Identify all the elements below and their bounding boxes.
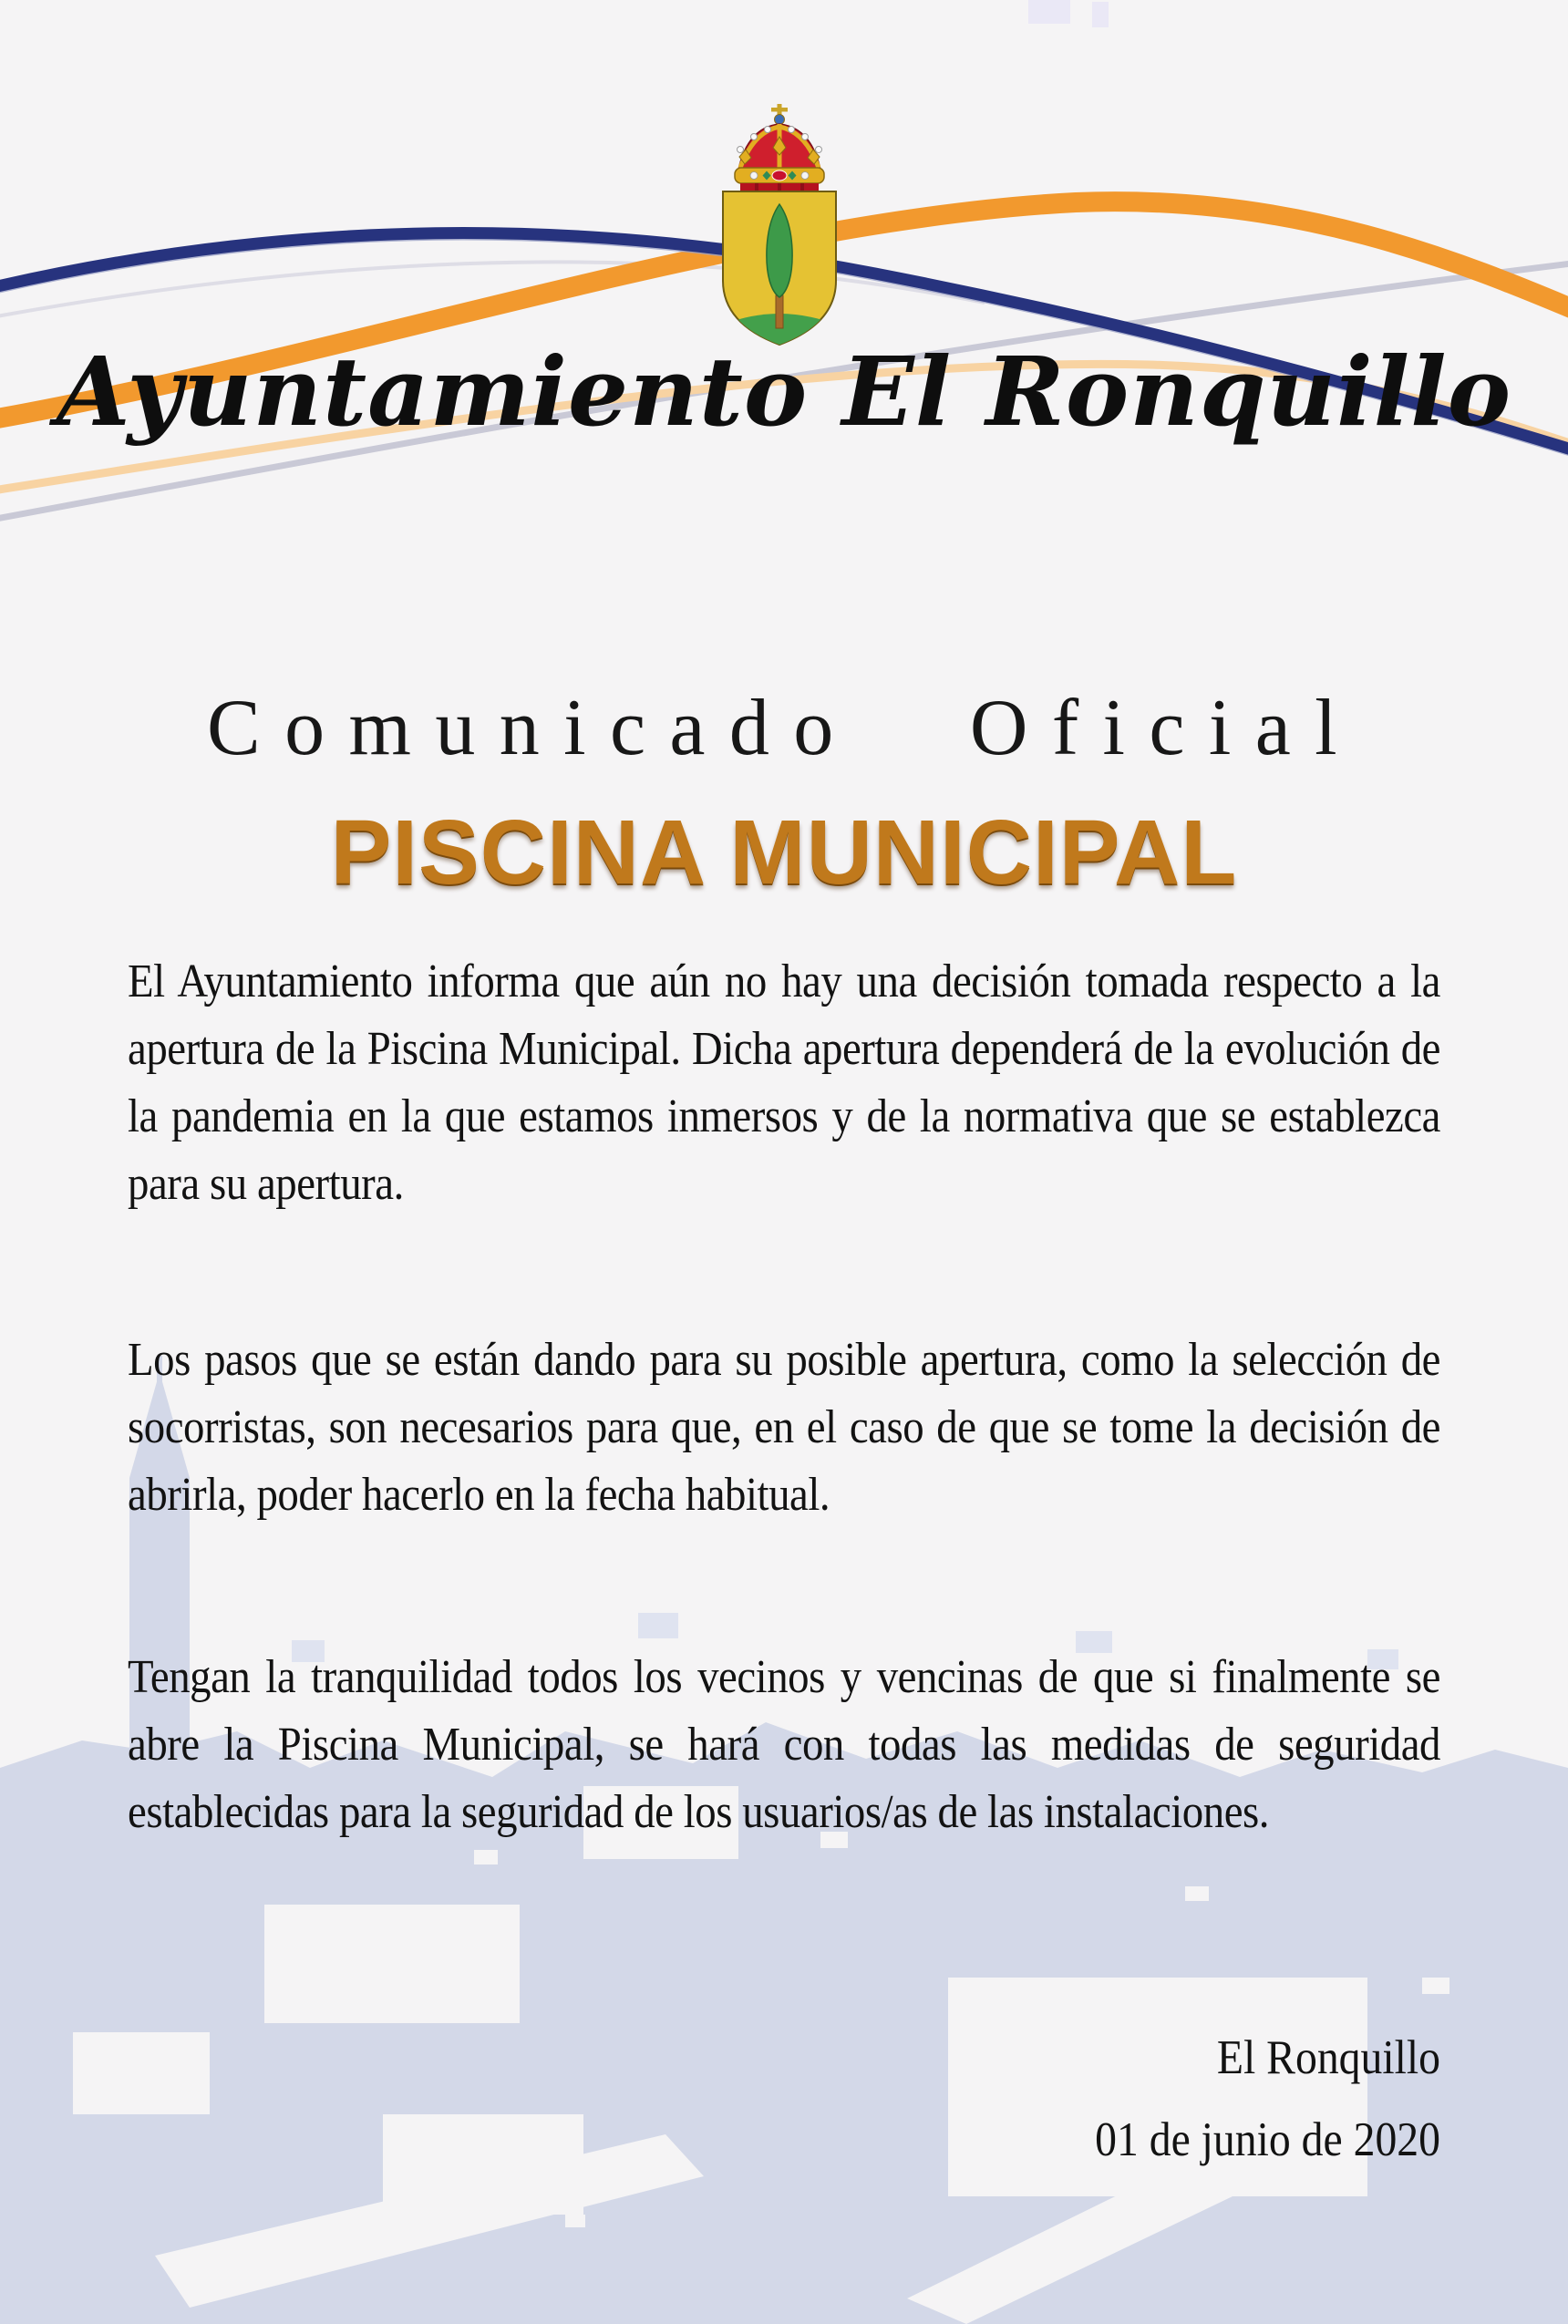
announcement-paragraph-3: Tengan la tranquilidad todos los vecinos y vencinas de que si finalmente se abre la Piscina Municipal, se hará con todas las medidas de seguridad establecidas para la seguridad de los usuarios/as de las instalaciones.	[128, 1651, 1440, 1838]
announcement-title: Comunicado Oficial	[206, 684, 1362, 772]
announcement-subtitle: PISCINA MUNICIPAL	[330, 801, 1238, 904]
shield-icon	[723, 191, 836, 350]
signoff-date: 01 de junio de 2020	[1095, 2113, 1440, 2166]
signoff-block	[1095, 2017, 1440, 2181]
signoff-place: El Ronquillo	[1216, 2031, 1440, 2084]
crown-icon	[735, 104, 824, 191]
announcement-paragraph-1: El Ayuntamiento informa que aún no hay una decisión tomada respecto a la apertura de la Piscina Municipal. Dicha apertura dependerá de la evolución de la pandemia en la que estamos inmersos y de la normativa que se establezca para su apertura.	[128, 955, 1440, 1210]
announcement-paragraph-2: Los pasos que se están dando para su posible apertura, como la selección de socorristas, son necesarios para que, en el caso de que se tome la decisión de abrirla, poder hacerlo en la fecha habitual.	[128, 1334, 1440, 1521]
el-ronquillo-coat-of-arms-icon	[713, 102, 846, 350]
municipality-script-title: Ayuntamiento El Ronquillo	[56, 336, 1512, 448]
scan-artifact-blocks	[0, 0, 1568, 36]
